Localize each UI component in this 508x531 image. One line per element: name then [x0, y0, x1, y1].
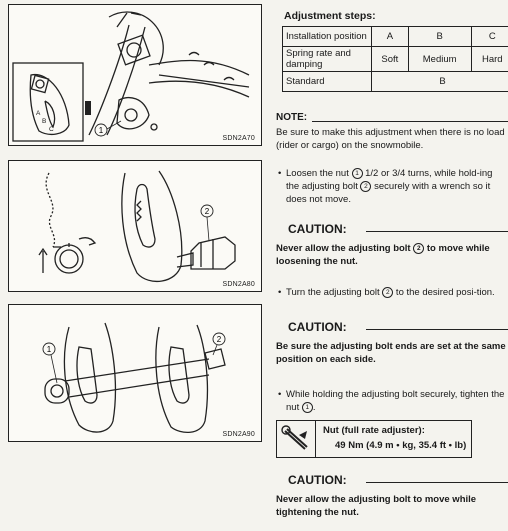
table-cell: Spring rate and damping	[283, 47, 372, 72]
callout-2: 2	[382, 287, 393, 298]
adjustment-table	[282, 26, 508, 92]
table-header: B	[408, 27, 471, 47]
figure-adjusting-bolt	[8, 160, 262, 292]
callout-2: 2	[216, 335, 222, 344]
bullet-text: 1/2 or 3/4 turns, while hold-ing the adjusting bolt	[286, 168, 493, 192]
table-cell: Standard	[283, 72, 372, 92]
callout-a: A	[36, 110, 41, 117]
table-cell: B	[372, 72, 508, 92]
torque-wrench-icon	[277, 421, 316, 457]
list-item	[278, 286, 508, 299]
divider	[312, 121, 508, 122]
table-header: A	[372, 27, 409, 47]
caution-block	[276, 473, 508, 518]
caution-block	[276, 320, 508, 365]
caution-title: CAUTION:	[288, 473, 347, 487]
caution-text: Be sure the adjusting bolt ends are set at the same position on each side.	[276, 341, 506, 365]
callout-c: C	[49, 126, 54, 133]
table-row	[283, 27, 508, 47]
callout-1: 1	[98, 126, 104, 135]
spec-value: 49 Nm (4.9 m • kg, 35.4 ft • lb)	[335, 440, 467, 451]
spec-label: Nut (full rate adjuster):	[323, 425, 425, 436]
table-row	[283, 72, 508, 92]
figure-code: SDN2A90	[222, 431, 255, 438]
note-text: Be sure to make this adjustment when there is no load (rider or cargo) on the snowmobile.	[276, 127, 505, 151]
list-item	[278, 167, 508, 206]
divider	[366, 329, 508, 330]
bullet-text: While holding the adjusting bolt securely, tighten the nut	[286, 389, 505, 413]
bullet-text: .	[312, 402, 316, 413]
bullet-text: Turn the adjusting bolt	[286, 287, 383, 298]
callout-b: B	[42, 118, 47, 125]
callout-2: 2	[413, 243, 424, 254]
bullet-icon: •	[278, 389, 282, 400]
divider	[366, 231, 508, 232]
both-sides-illustration	[9, 305, 261, 441]
bolt-illustration	[9, 161, 261, 291]
callout-1: 1	[46, 345, 52, 354]
callout-2: 2	[204, 207, 210, 216]
table-row	[283, 47, 508, 72]
section-heading: Adjustment steps:	[284, 10, 376, 22]
callout-2: 2	[360, 181, 371, 192]
caution-title: CAUTION:	[288, 320, 347, 334]
bullet-icon: •	[278, 287, 282, 298]
table-cell: Hard	[471, 47, 508, 72]
caution-block	[276, 222, 508, 267]
list-item	[278, 388, 508, 414]
figure-code: SDN2A70	[222, 135, 255, 142]
callout-1: 1	[352, 168, 363, 179]
figure-code: SDN2A80	[222, 281, 255, 288]
figure-both-sides	[8, 304, 262, 442]
table-header: C	[471, 27, 508, 47]
caution-title: CAUTION:	[288, 222, 347, 236]
figure-spring-adjuster	[8, 4, 262, 146]
torque-spec-box	[276, 420, 472, 458]
caution-text: Never allow the adjusting bolt to move while tightening the nut.	[276, 494, 477, 518]
note-title: NOTE:	[276, 112, 308, 123]
bullet-text: securely with a wrench so it does not move.	[286, 181, 491, 205]
callout-1: 1	[302, 402, 313, 413]
table-header: Installation position	[283, 27, 372, 47]
bullet-text: Loosen the nut	[286, 168, 352, 179]
caution-text: Never allow the adjusting bolt 2 to move while loosening the nut.	[276, 243, 490, 267]
divider	[366, 482, 508, 483]
bullet-text: to the desired posi-tion.	[393, 287, 495, 298]
adjuster-illustration	[9, 5, 261, 145]
table-cell: Soft	[372, 47, 409, 72]
bullet-icon: •	[278, 168, 282, 179]
table-cell: Medium	[408, 47, 471, 72]
